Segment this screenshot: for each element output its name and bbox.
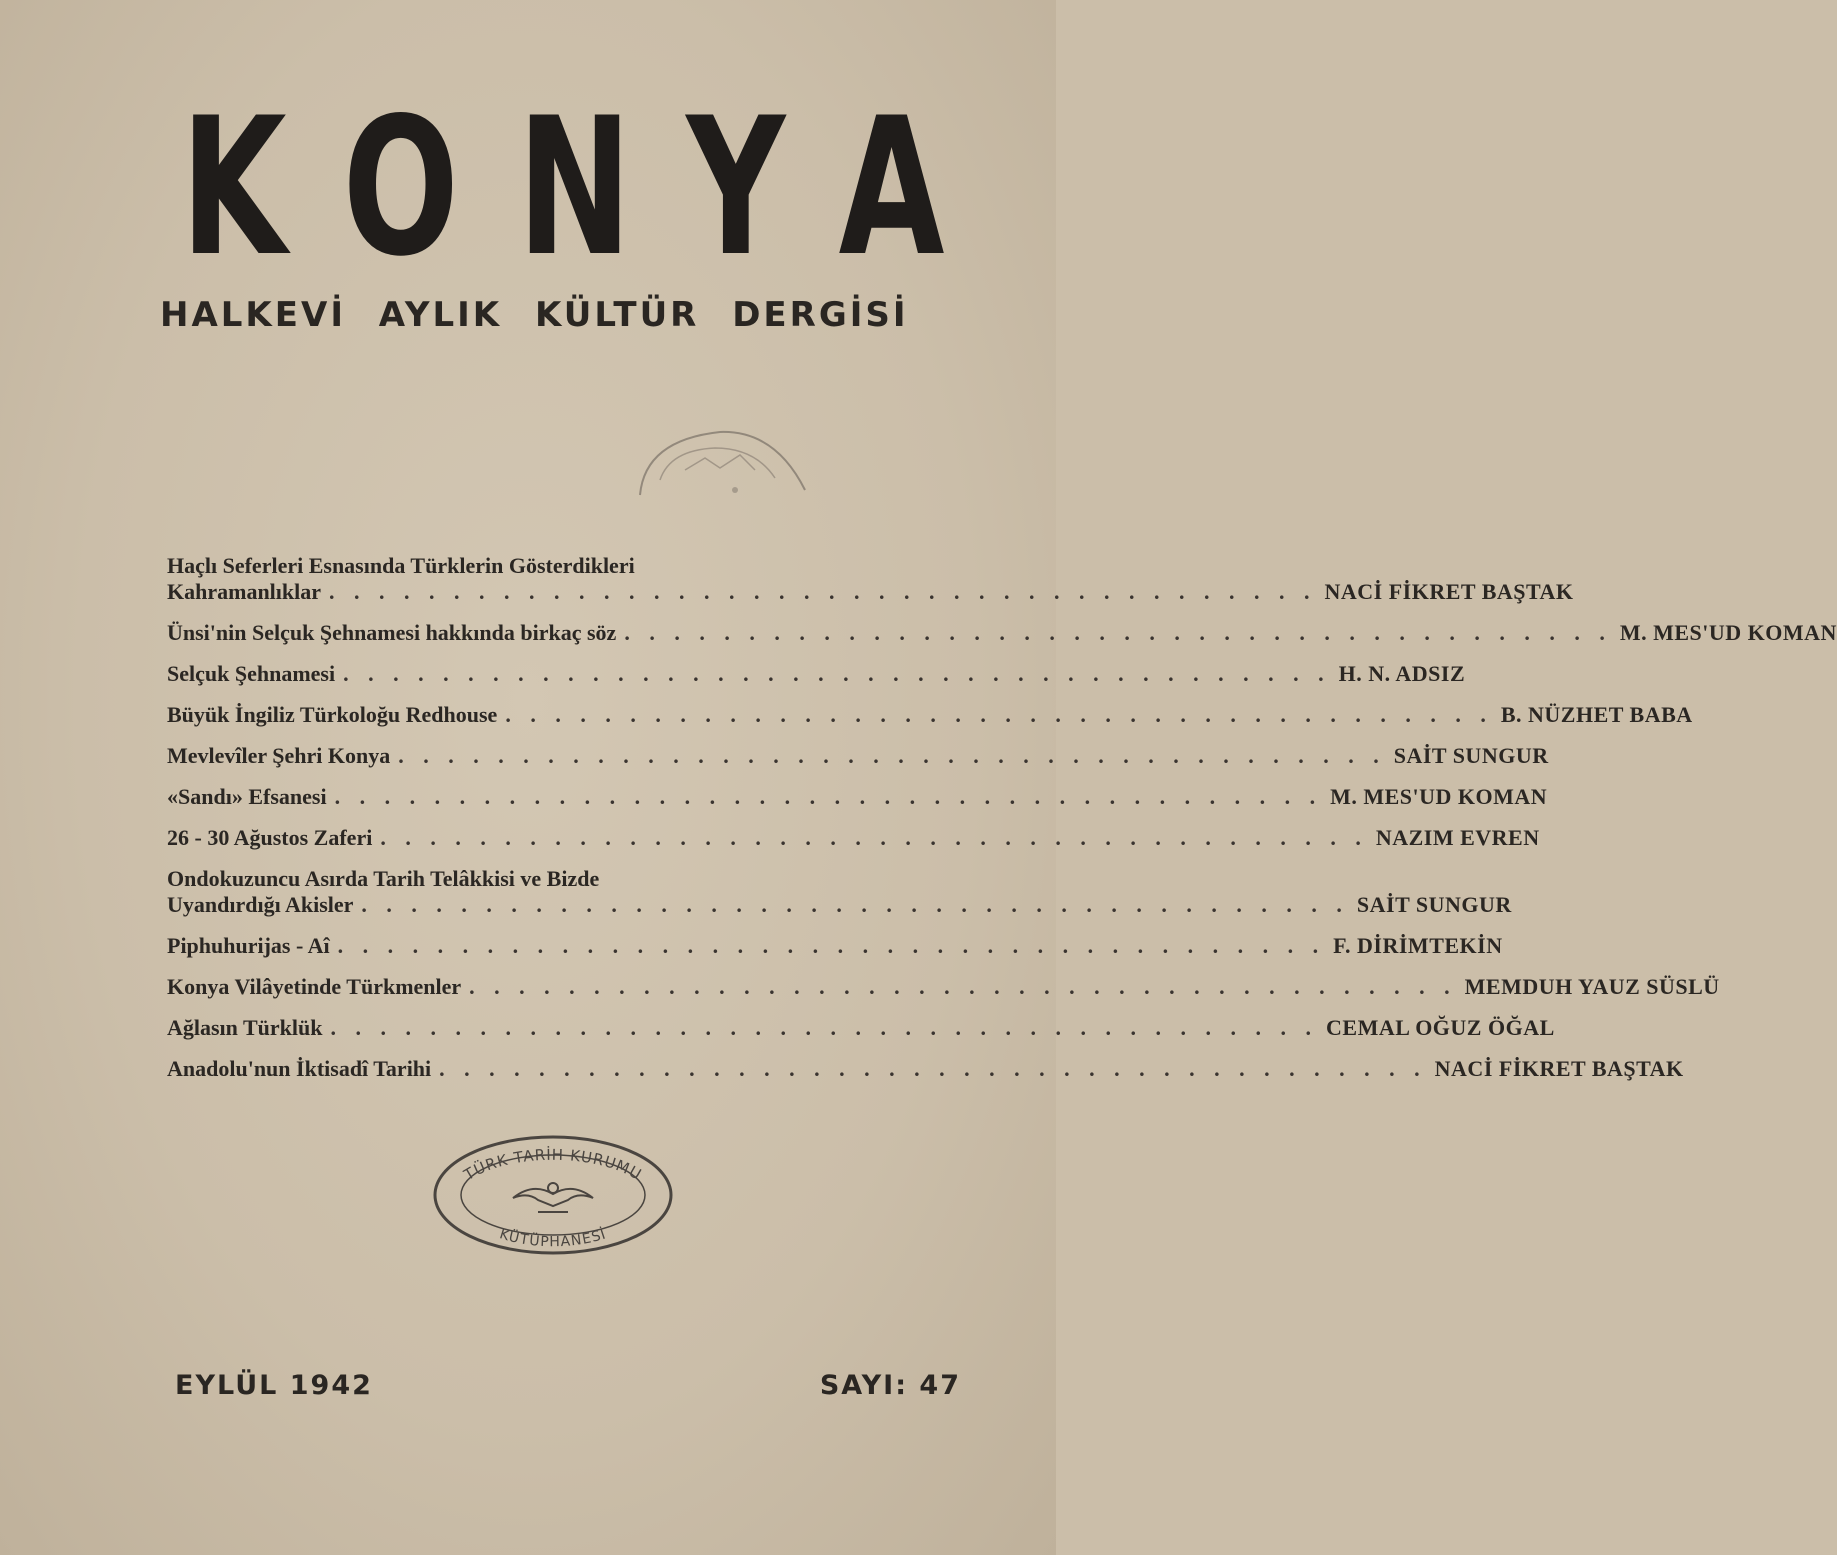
toc-dot-leader: . . . . . . . . . . . . . . . . . . . . . . . . . . . . . . . . . . . . . . . . — [330, 1015, 1319, 1040]
toc-entry — [167, 825, 1540, 851]
masthead-subtitle: HALKEVİ AYLIK KÜLTÜR DERGİSİ — [160, 295, 909, 335]
toc-entry — [167, 974, 1720, 1000]
svg-text:KÜTÜPHANESİ — [498, 1224, 609, 1250]
toc-author: H. N. ADSIZ — [1338, 661, 1466, 686]
masthead-letter: A — [838, 77, 945, 298]
toc-title: «Sandı» Efsanesi — [167, 784, 327, 809]
toc-author: B. NÜZHET BABA — [1500, 702, 1693, 727]
toc-dot-leader: . . . . . . . . . . . . . . . . . . . . . . . . . . . . . . . . . . . . . . . . — [337, 933, 1326, 958]
toc-title: Ağlasın Türklük — [167, 1015, 323, 1040]
toc-title: 26 - 30 Ağustos Zaferi — [167, 825, 373, 850]
toc-title: Ünsi'nin Selçuk Şehnamesi hakkında birkaç söz — [167, 620, 617, 645]
masthead-letter: K — [180, 77, 287, 298]
masthead-title — [160, 77, 965, 298]
toc-title-line1: Haçlı Seferleri Esnasında Türklerin Gösterdikleri — [167, 553, 635, 578]
toc-dot-leader: . . . . . . . . . . . . . . . . . . . . . . . . . . . . . . . . . . . . . . . . — [624, 620, 1612, 645]
toc-author: SAİT SUNGUR — [1393, 743, 1549, 768]
toc-dot-leader: . . . . . . . . . . . . . . . . . . . . . . . . . . . . . . . . . . . . . . . . — [505, 702, 1493, 727]
toc-author: M. MES'UD KOMAN — [1619, 620, 1837, 645]
toc-dot-leader: . . . . . . . . . . . . . . . . . . . . . . . . . . . . . . . . . . . . . . . . — [334, 784, 1323, 809]
svg-text:TÜRK TARİH KURUMU — [460, 1145, 645, 1185]
toc-entry — [167, 743, 1549, 769]
toc-dot-leader: . . . . . . . . . . . . . . . . . . . . . . . . . . . . . . . . . . . . . . . . — [343, 661, 1331, 686]
masthead-letter: Y — [686, 77, 786, 298]
toc-dot-leader: . . . . . . . . . . . . . . . . . . . . . . . . . . . . . . . . . . . . . . . . — [329, 579, 1317, 604]
toc-author: CEMAL OĞUZ ÖĞAL — [1326, 1015, 1555, 1040]
toc-entry — [167, 933, 1503, 959]
toc-title: Mevlevîler Şehri Konya — [167, 743, 391, 768]
stamp-top-text: TÜRK TARİH KURUMU — [460, 1145, 646, 1184]
toc-title: Kahramanlıklar — [167, 579, 322, 604]
toc-title: Piphuhurijas - Aî — [167, 933, 330, 958]
masthead-letter: O — [342, 77, 460, 298]
toc-title: Anadolu'nun İktisadî Tarihi — [167, 1056, 432, 1081]
toc-entry — [167, 661, 1466, 687]
toc-author: NACİ FİKRET BAŞTAK — [1434, 1056, 1684, 1081]
toc-title: Konya Vilâyetinde Türkmenler — [167, 974, 462, 999]
toc-dot-leader: . . . . . . . . . . . . . . . . . . . . . . . . . . . . . . . . . . . . . . . . — [380, 825, 1368, 850]
toc-entry — [167, 784, 1548, 810]
stamp-bottom-text: KÜTÜPHANESİ — [497, 1226, 609, 1251]
toc-dot-leader: . . . . . . . . . . . . . . . . . . . . . . . . . . . . . . . . . . . . . . . . — [439, 1056, 1427, 1081]
toc-title: Selçuk Şehnamesi — [167, 661, 336, 686]
toc-dot-leader: . . . . . . . . . . . . . . . . . . . . . . . . . . . . . . . . . . . . . . . . — [361, 892, 1349, 917]
toc-author: NACİ FİKRET BAŞTAK — [1324, 579, 1574, 604]
issue-number: SAYI: 47 — [819, 1370, 961, 1401]
toc-title: Uyandırdığı Akisler — [167, 892, 354, 917]
toc-dot-leader: . . . . . . . . . . . . . . . . . . . . . . . . . . . . . . . . . . . . . . . . — [469, 974, 1457, 999]
library-stamp-icon — [428, 1130, 678, 1260]
masthead-letter: N — [517, 77, 632, 298]
toc-author: F. DİRİMTEKİN — [1333, 933, 1503, 958]
toc-title-line1: Ondokuzuncu Asırda Tarih Telâkkisi ve Bizde — [167, 866, 600, 891]
toc-dot-leader: . . . . . . . . . . . . . . . . . . . . . . . . . . . . . . . . . . . . . . . . — [398, 743, 1386, 768]
toc-author: SAİT SUNGUR — [1356, 892, 1512, 917]
toc-entry — [167, 1015, 1555, 1041]
toc-author: M. MES'UD KOMAN — [1330, 784, 1548, 809]
issue-date: EYLÜL 1942 — [175, 1370, 373, 1401]
toc-entry — [167, 1056, 1684, 1082]
toc-author: MEMDUH YAUZ SÜSLÜ — [1464, 974, 1720, 999]
faded-stamp-icon — [625, 420, 815, 510]
toc-title: Büyük İngiliz Türkoloğu Redhouse — [167, 702, 498, 727]
toc-author: NAZIM EVREN — [1375, 825, 1540, 850]
toc-entry — [167, 866, 1512, 918]
toc-entry — [167, 553, 1574, 605]
toc-entry — [167, 702, 1693, 728]
table-of-contents — [167, 553, 1837, 1097]
toc-entry — [167, 620, 1837, 646]
